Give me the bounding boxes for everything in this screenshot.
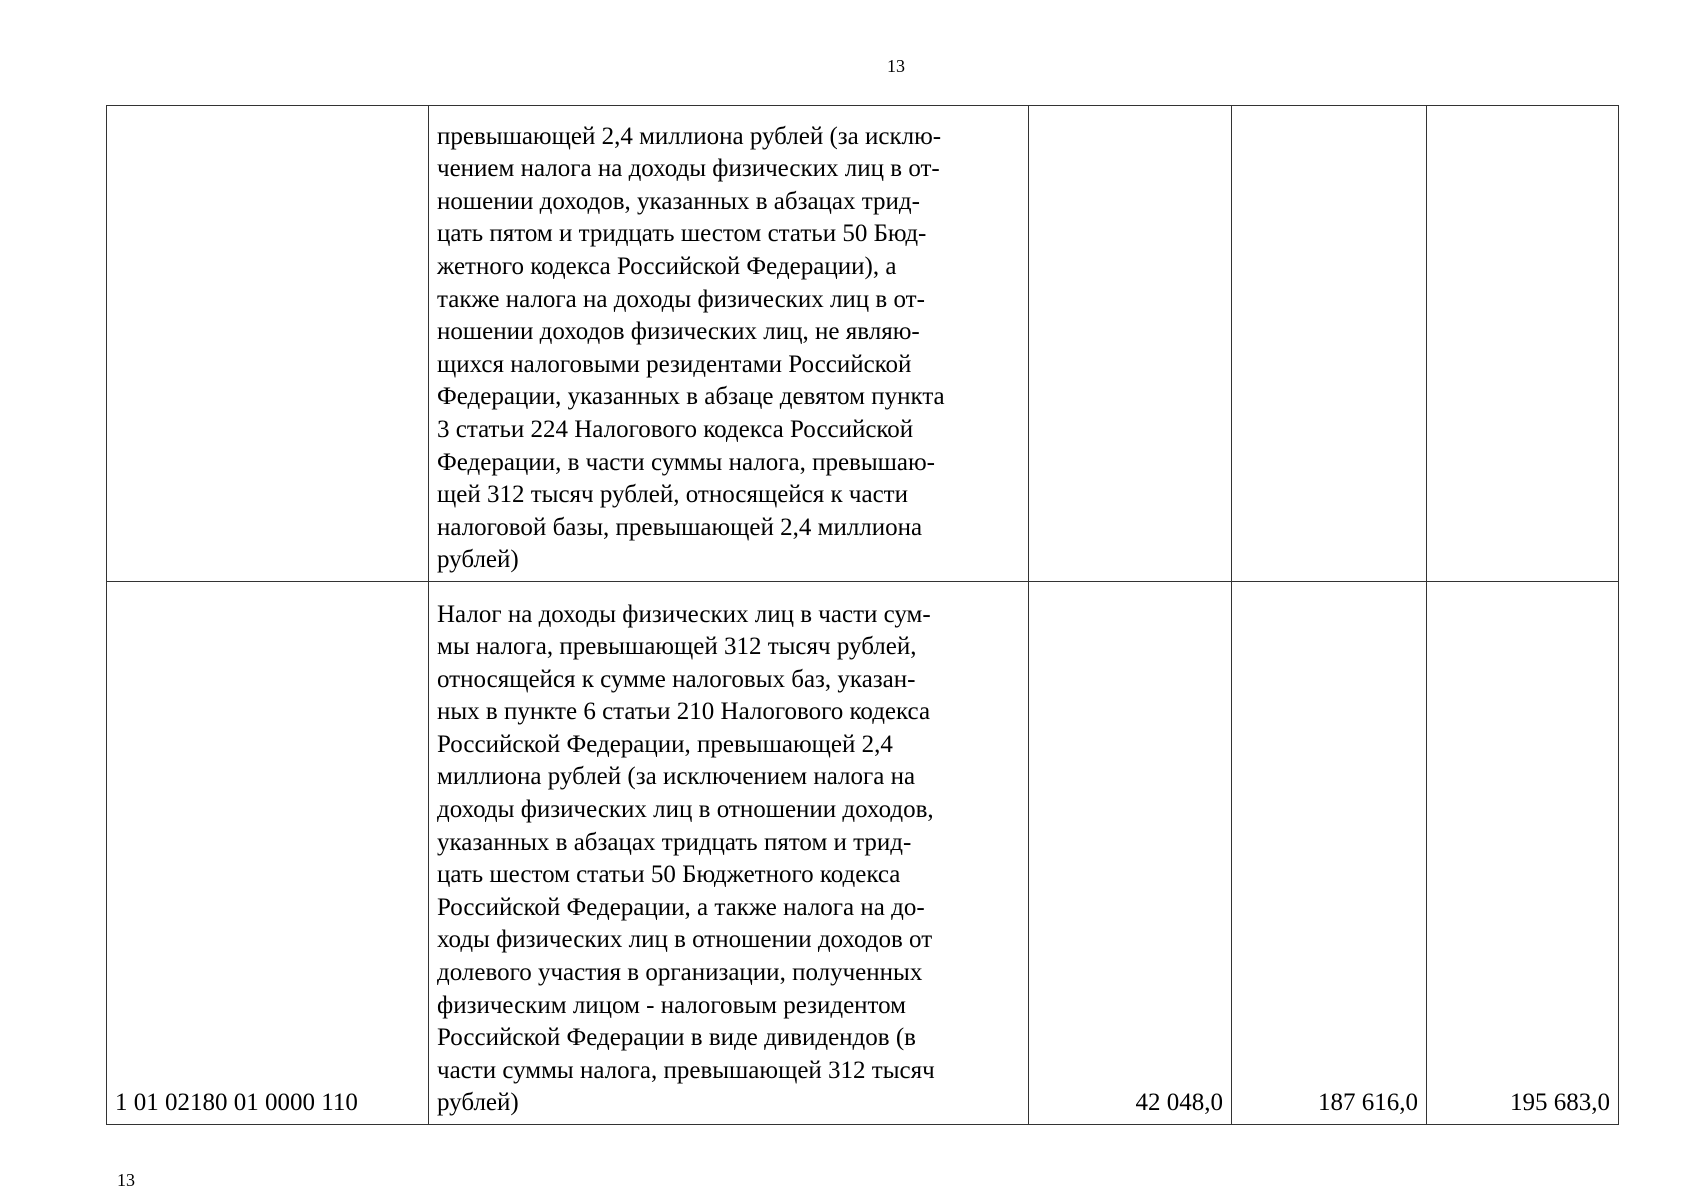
row-description-cell <box>429 582 1029 1125</box>
description-line: цать шестом статьи 50 Бюджетного кодекса <box>437 861 901 889</box>
description-line: Российской Федерации, а также налога на до- <box>437 893 925 921</box>
description-line: физическим лицом - налоговым резидентом <box>437 991 906 1019</box>
description-line: ношении доходов физических лиц, не являю- <box>437 318 920 346</box>
description-line: превышающей 2,4 миллиона рублей (за исклю- <box>437 122 942 150</box>
description-line: 3 статьи 224 Налогового кодекса Российской <box>437 416 914 444</box>
description-line: чением налога на доходы физических лиц в от- <box>437 155 940 183</box>
description-line: также налога на доходы физических лиц в от- <box>437 285 925 313</box>
description-line: долевого участия в организации, полученных <box>437 959 923 987</box>
description-line: мы налога, превышающей 312 тысяч рублей, <box>437 633 917 661</box>
description-line: относящейся к сумме налоговых баз, указан- <box>437 665 916 693</box>
page-number-bottom: 13 <box>117 1170 135 1190</box>
description-line: жетного кодекса Российской Федерации), а <box>437 253 897 281</box>
row-description-cell <box>429 106 1029 582</box>
description-line: Налог на доходы физических лиц в части сум- <box>437 600 931 628</box>
description-line: рублей) <box>437 1089 519 1117</box>
page-number-top: 13 <box>887 56 905 76</box>
row-value-3-cell <box>1427 106 1619 582</box>
description-line: Федерации, указанных в абзаце девятом пункта <box>437 383 945 411</box>
row-value-2-cell: 187 616,0 <box>1232 582 1427 1125</box>
description-line: указанных в абзацах тридцать пятом и трид- <box>437 828 912 856</box>
description-line: Российской Федерации в виде дивидендов (в <box>437 1024 916 1052</box>
description-line: миллиона рублей (за исключением налога на <box>437 763 916 791</box>
description-line: части суммы налога, превышающей 312 тысяч <box>437 1056 935 1084</box>
revenue-table <box>106 105 1619 1125</box>
row-value-2-cell <box>1232 106 1427 582</box>
description-line: цать пятом и тридцать шестом статьи 50 Бюд- <box>437 220 927 248</box>
row-value-3-cell: 195 683,0 <box>1427 582 1619 1125</box>
description-line: ходы физических лиц в отношении доходов от <box>437 926 933 954</box>
description-line: доходы физических лиц в отношении доходов, <box>437 796 934 824</box>
description-line: Российской Федерации, превышающей 2,4 <box>437 730 893 758</box>
row-value-1-cell: 42 048,0 <box>1029 582 1232 1125</box>
description-line: налоговой базы, превышающей 2,4 миллиона <box>437 513 923 541</box>
table-row <box>107 106 1619 582</box>
description-line: ных в пункте 6 статьи 210 Налогового кодекса <box>437 698 931 726</box>
row-code-cell <box>107 106 429 582</box>
description-line: ношении доходов, указанных в абзацах трид- <box>437 187 920 215</box>
description-line: рублей) <box>437 546 519 574</box>
row-code-cell: 1 01 02180 01 0000 110 <box>107 582 429 1125</box>
description-line: Федерации, в части суммы налога, превышаю- <box>437 448 936 476</box>
description-line: щихся налоговыми резидентами Российской <box>437 350 912 378</box>
description-line: щей 312 тысяч рублей, относящейся к части <box>437 481 908 509</box>
row-value-1-cell <box>1029 106 1232 582</box>
table-row <box>107 582 1619 1125</box>
